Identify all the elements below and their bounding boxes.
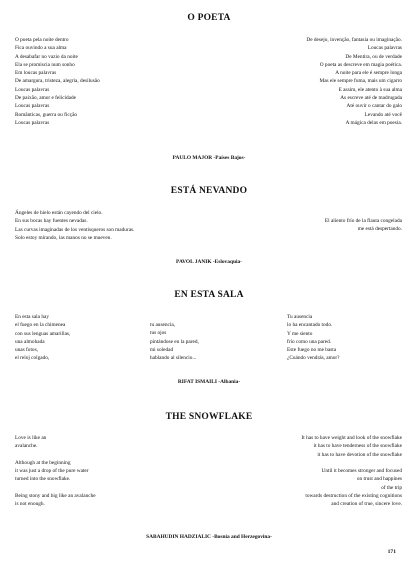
poem-line: Em loucas palavras xyxy=(15,70,57,77)
poem-line: En esta sala hay xyxy=(15,314,49,320)
poem-author: SABAHUDIN HADZIALIC -Bosnia and Herzegovina- xyxy=(146,534,272,540)
poem-title: ESTÁ NEVANDO xyxy=(170,186,248,196)
poem-line: Being stony and big like an avalanche xyxy=(15,493,96,500)
poem-line: Ángeles de hielo están cayendo del cielo. xyxy=(15,210,103,216)
poem-column-left xyxy=(15,209,134,242)
poem-line: towards destruction of the existing cognitions xyxy=(305,493,402,500)
poem-line: ¿Cuándo vendrás, amor? xyxy=(287,355,340,362)
poem-author: RIFAT ISMAILI -Albania- xyxy=(177,379,241,385)
poem-title: O POETA xyxy=(187,13,231,23)
poem-line: O poeta pela noite dentro xyxy=(15,37,69,43)
poem-line: Las curvas imaginadas de los ventisqueros son maduras. xyxy=(15,226,135,233)
poem-line: tu ausencia, xyxy=(150,322,176,328)
poem-column-right xyxy=(325,217,402,234)
poem-line: Até ouvir o cantar do galo xyxy=(346,103,402,110)
poem-column-3 xyxy=(287,313,340,363)
poem-line: Tu ausencia xyxy=(287,314,313,320)
poem-line: Y me siento xyxy=(287,330,313,337)
poem-line: una almohada xyxy=(15,338,45,345)
poem-column-1 xyxy=(15,313,70,363)
poem-line: De amargura, tristeza, alegria, desilusão xyxy=(15,78,100,85)
poem-line: Românticas, guerra ou ficção xyxy=(15,111,78,118)
poem-line: A mágica delas em poesia. xyxy=(345,119,402,126)
poem-line: De paixão, amor e felicidade xyxy=(15,95,77,102)
poem-line: hablando al silencio... xyxy=(150,355,197,362)
poem-line: pintándose en la pared, xyxy=(150,338,199,345)
poem-line: me está despertando. xyxy=(357,226,402,233)
poem-column-2 xyxy=(150,321,199,362)
poem-line: turned into the snowflake. xyxy=(15,476,71,483)
poem-author: PAULO MAJOR -Países Bajos- xyxy=(172,155,246,161)
poem-line: on trust and happines xyxy=(356,476,402,483)
poem-line: mi soledad xyxy=(150,346,174,353)
poem-line: A noite para ele é sempre longa xyxy=(335,70,402,77)
poem-line: Ela se promiscia num sonho xyxy=(15,61,75,68)
poem-line: A desabafar no vazio da noite xyxy=(15,53,78,60)
poem-line: avalanche. xyxy=(15,443,38,450)
page-number: 171 xyxy=(387,549,396,555)
poem-line: lo ha encantado todo. xyxy=(287,322,333,329)
poem-line: and creation of true, sincere love. xyxy=(331,501,402,508)
poem-line: Solo estoy mirando, las manos no se mueven. xyxy=(15,234,112,241)
poem-line: En sus bocas hay fuentes nevadas. xyxy=(15,218,88,225)
poem-line: It has to have weight and look of the snowflake xyxy=(301,435,402,441)
poem-line: el fuego en la chimenea xyxy=(15,322,66,329)
poem-line: O poeta as descreve em magia poética. xyxy=(319,61,402,68)
poem-column-left xyxy=(15,36,100,127)
poem-line: De Mentira, ou de verdade xyxy=(345,53,402,60)
poem-line: Levando até você xyxy=(364,111,402,118)
poem-column-right xyxy=(306,36,402,127)
poem-line: it has to have tenderness of the snowflake xyxy=(313,443,402,450)
poem-line: is not enough. xyxy=(15,501,45,508)
poem-line: De desejo, invenção, fantasia ou imaginação. xyxy=(306,37,402,43)
poem-line: Loucas palavras xyxy=(15,86,50,93)
poem-title: THE SNOWFLAKE xyxy=(165,412,253,422)
poem-line: unas fotos, xyxy=(15,347,38,354)
poem-line: Este fuego no me basta xyxy=(287,347,337,354)
poem-line: Mas ele sempre fuma, mais um cigarro xyxy=(319,78,402,85)
poem-line: Love is like an xyxy=(15,435,47,441)
poem-column-right xyxy=(302,434,402,509)
poem-line: El aliento frío de la flauta congelada xyxy=(324,218,402,224)
poem-author: PAVOL JANIK -Eslovaquia- xyxy=(176,259,242,265)
poem-line: Loucas palavras xyxy=(367,45,402,52)
poem-line: Until it becomes stronger and focused xyxy=(321,468,402,475)
poem-line: el reloj colgado, xyxy=(15,355,50,362)
poem-line: it has to have devotion of the snowflake xyxy=(317,451,402,458)
poem-line: Loucas palavras xyxy=(15,119,50,126)
poem-line: Loucas palavras xyxy=(15,103,50,110)
stanza-gap xyxy=(15,484,96,492)
poem-line: Fica ouvindo a sua alma xyxy=(15,45,67,52)
poem-line: E assim, ele atento à sua alma xyxy=(338,86,402,93)
poem-column-left xyxy=(15,434,96,509)
poem-line: con sus lenguas amarillas, xyxy=(15,330,71,337)
poem-title: EN ESTA SALA xyxy=(174,290,244,300)
poem-line: tus ojos xyxy=(150,330,167,337)
poem-line: frío como una pared. xyxy=(287,338,332,345)
poem-line: of the trip xyxy=(381,484,402,491)
poem-line: As escreve até de madrugada xyxy=(340,95,402,102)
poem-line: it was just a drop of the pure water xyxy=(15,468,89,475)
stanza-gap xyxy=(302,459,402,467)
stanza-gap xyxy=(15,451,96,459)
poem-line: Although at the beginning xyxy=(15,459,71,466)
